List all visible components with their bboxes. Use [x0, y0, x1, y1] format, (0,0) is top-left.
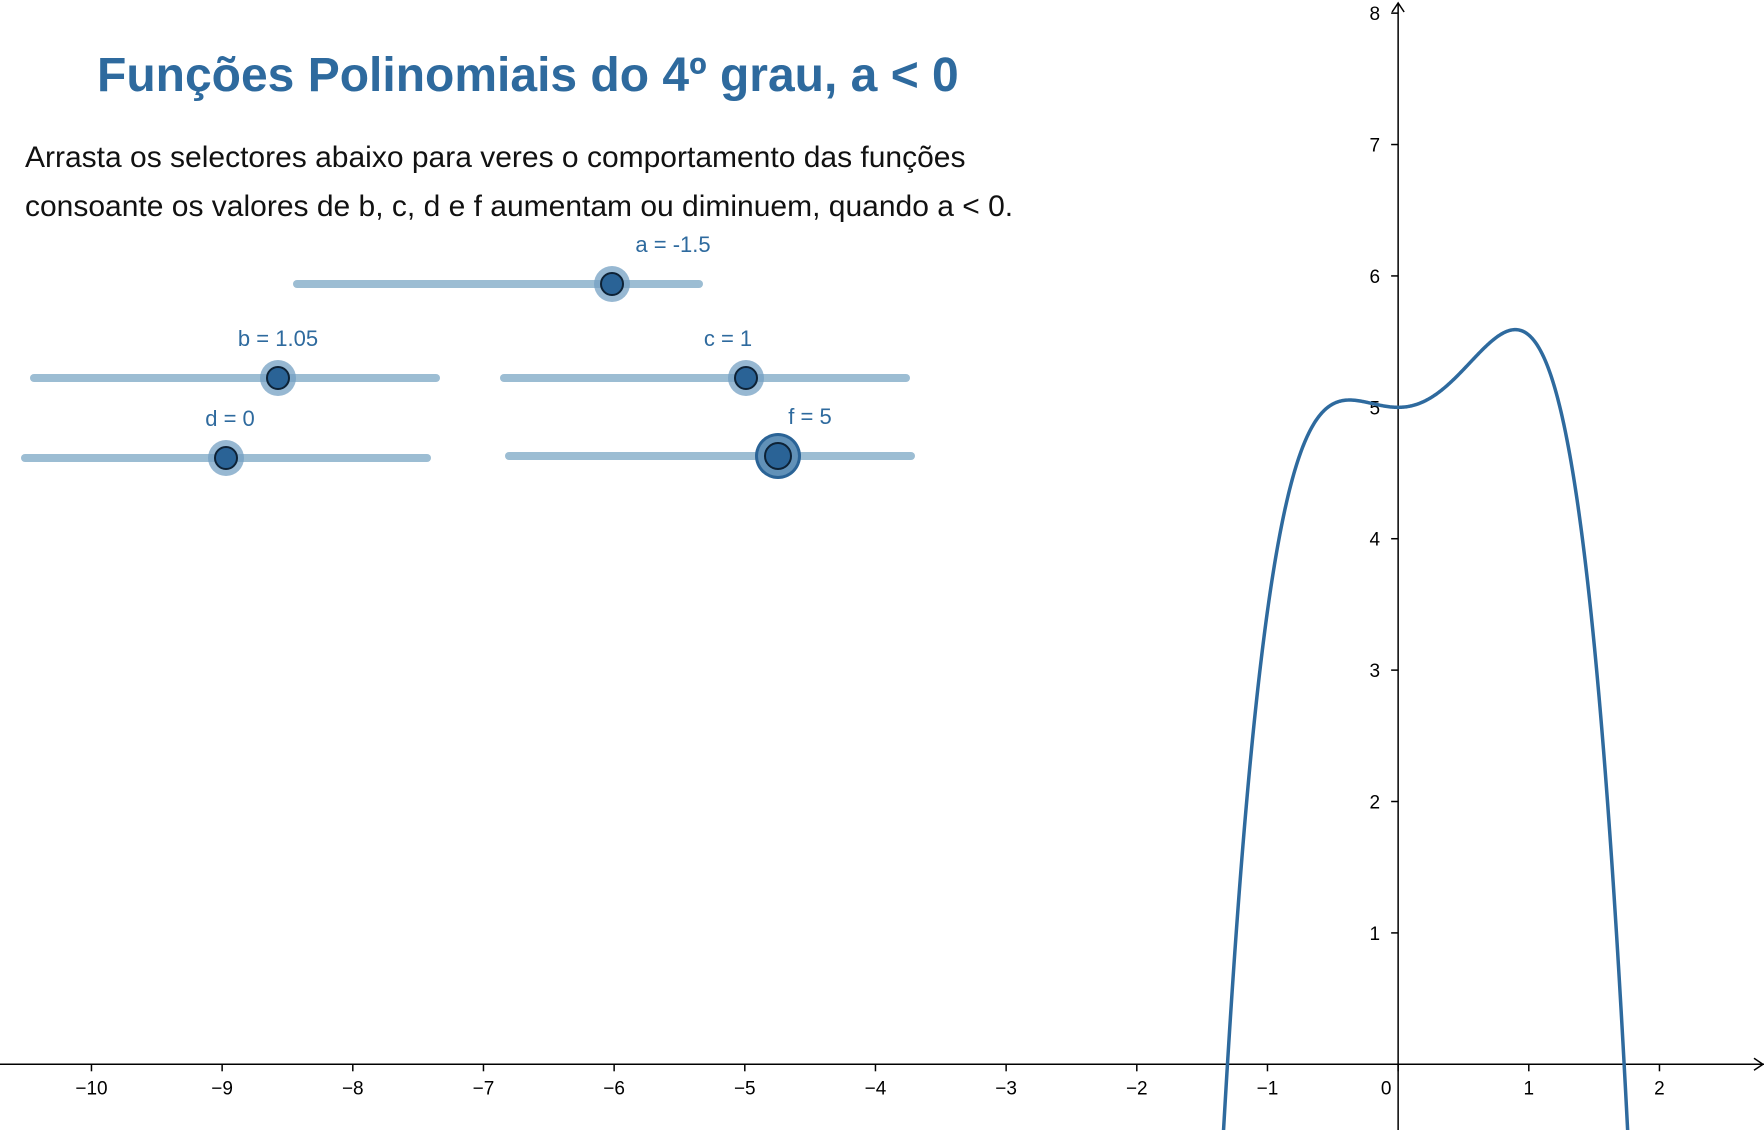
slider-d-label: d = 0: [205, 406, 255, 431]
y-tick-label: 6: [1369, 266, 1381, 288]
slider-f-track[interactable]: [505, 452, 915, 460]
x-tick-label: −4: [864, 1078, 887, 1100]
instructions-line-1: Arrasta os selectores abaixo para veres o comportamento das funções: [25, 141, 966, 174]
page-title: Funções Polinomiais do 4º grau, a < 0: [97, 49, 959, 102]
instructions-line-2: consoante os valores de b, c, d e f aumentam ou diminuem, quando a < 0.: [25, 190, 1014, 223]
slider-f-label: f = 5: [788, 404, 832, 429]
slider-c[interactable]: [500, 326, 910, 396]
x-tick-label: 0: [1380, 1078, 1392, 1100]
x-tick-label: 1: [1523, 1078, 1535, 1100]
slider-c-label: c = 1: [703, 326, 753, 351]
x-tick-label: −6: [603, 1078, 625, 1100]
x-tick-label: −9: [211, 1078, 233, 1100]
x-tick-label: −3: [995, 1078, 1017, 1100]
slider-a-label: a = -1.5: [635, 232, 711, 257]
y-tick-label: 8: [1369, 4, 1381, 26]
slider-c-track[interactable]: [500, 374, 910, 382]
x-tick-label: −1: [1256, 1078, 1279, 1100]
y-tick-label: 7: [1369, 135, 1381, 157]
slider-d[interactable]: [21, 406, 431, 476]
y-tick-label: 2: [1369, 792, 1381, 814]
y-tick-label: 4: [1369, 529, 1381, 551]
slider-d-thumb[interactable]: [214, 446, 238, 470]
slider-a-track[interactable]: [293, 280, 703, 288]
y-tick-label: 5: [1369, 398, 1381, 420]
y-tick-label: 3: [1369, 661, 1381, 683]
x-tick-label: −2: [1125, 1078, 1148, 1100]
slider-f[interactable]: [505, 404, 915, 474]
slider-b[interactable]: [30, 326, 440, 396]
y-tick-label: 1: [1369, 923, 1381, 945]
slider-f-thumb[interactable]: [764, 442, 792, 470]
slider-a-thumb[interactable]: [600, 272, 624, 296]
slider-b-track[interactable]: [30, 374, 440, 382]
x-tick-label: 2: [1654, 1078, 1665, 1100]
x-tick-label: −5: [733, 1078, 756, 1100]
x-tick-label: −7: [472, 1078, 495, 1100]
slider-a[interactable]: [293, 232, 711, 302]
slider-b-thumb[interactable]: [266, 366, 290, 390]
slider-c-thumb[interactable]: [734, 366, 758, 390]
slider-b-label: b = 1.05: [237, 326, 319, 351]
instructions-text: [25, 133, 1145, 231]
x-tick-label: −8: [341, 1078, 364, 1100]
x-tick-label: −10: [75, 1078, 108, 1100]
function-curve: [1205, 330, 1645, 1130]
